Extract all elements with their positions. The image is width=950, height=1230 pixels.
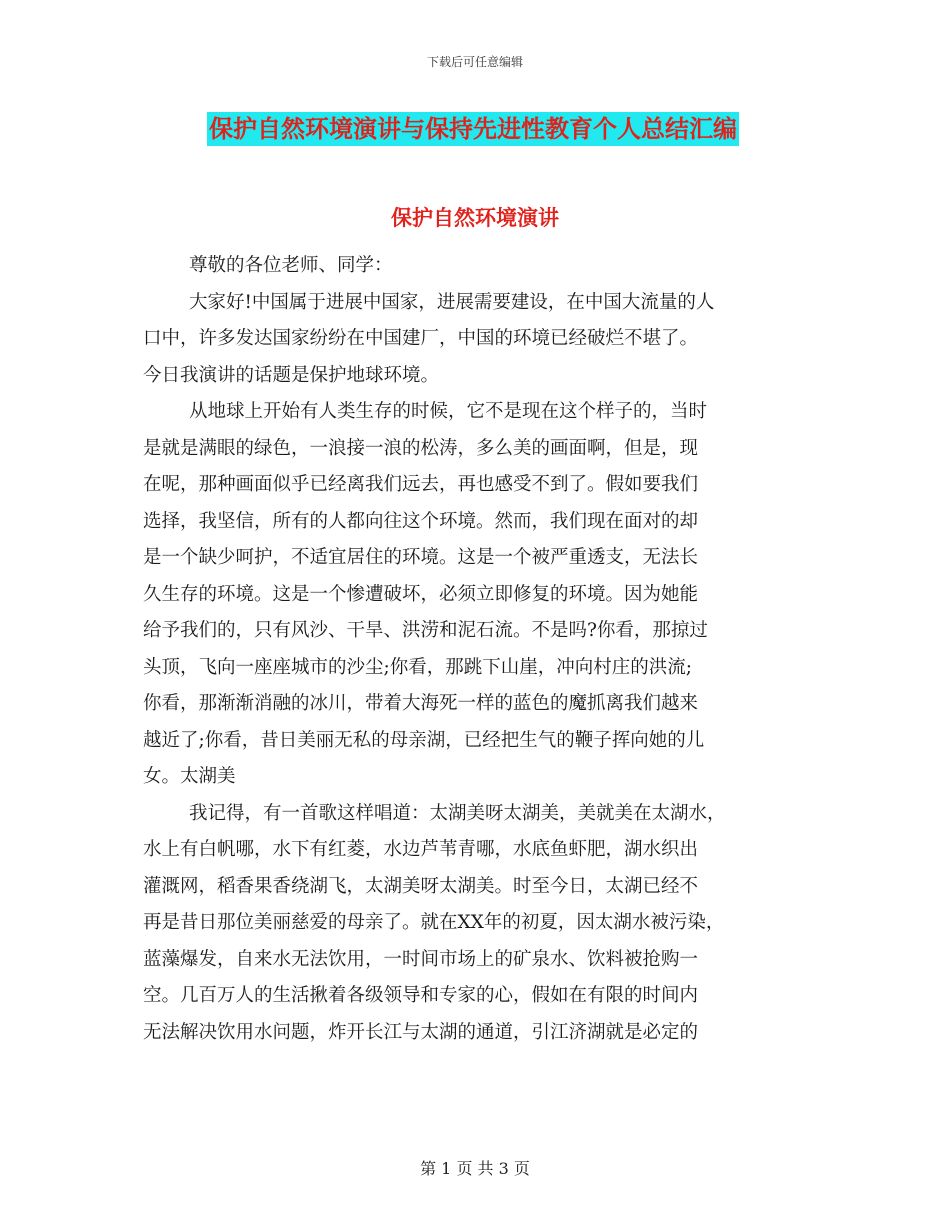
text-line: 尊敬的各位老师、同学： [189, 255, 393, 276]
document-title: 保护自然环境演讲与保持先进性教育个人总结汇编 [207, 112, 739, 146]
speech-title: 保护自然环境演讲 [391, 206, 559, 230]
text-line: 灌溉网，稻香果香绕湖飞，太湖美呀太湖美。时至今日，太湖已经不 [143, 875, 699, 897]
text-line: 是就是满眼的绿色，一浪接一浪的松涛，多么美的画面啊，但是，现 [143, 437, 699, 459]
text-line: 女。太湖美 [143, 766, 236, 787]
text-line: 是一个缺少呵护，不适宜居住的环境。这是一个被严重透支，无法长 [143, 547, 699, 568]
text-line: 给予我们的，只有风沙、干旱、洪涝和泥石流。不是吗?你看，那掠过 [143, 620, 708, 641]
text-line: 你看，那渐渐消融的冰川，带着大海死一样的蓝色的魔抓离我们越来 [143, 693, 699, 714]
text-line: 再是昔日那位美丽慈爱的母亲了。就在XX年的初夏，因太湖水被污染， [143, 912, 725, 933]
text-line: 在呢，那种画面似乎已经离我们远去，再也感受不到了。假如要我们 [143, 474, 699, 495]
text-line: 久生存的环境。这是一个惨遭破坏，必须立即修复的环境。因为她能 [143, 583, 699, 605]
text-line: 头顶，飞向一座座城市的沙尘;你看，那跳下山崖，冲向村庄的洪流; [143, 656, 692, 678]
text-line: 无法解决饮用水问题，炸开长江与太湖的通道，引江济湖就是必定的 [143, 1021, 699, 1043]
text-line: 蓝藻爆发，自来水无法饮用，一时间市场上的矿泉水、饮料被抢购一 [143, 948, 699, 970]
page-header: 下载后可任意编辑 [426, 55, 523, 69]
text-line: 水上有白帆哪，水下有红菱，水边芦苇青哪，水底鱼虾肥，湖水织出 [143, 839, 699, 860]
page-footer: 第 1 页 共 3 页 [420, 1159, 530, 1178]
text-line: 今日我演讲的话题是保护地球环境。 [143, 364, 440, 386]
text-line: 我记得，有一首歌这样唱道：太湖美呀太湖美，美就美在太湖水， [189, 802, 726, 824]
speech-body [143, 248, 813, 1051]
text-line: 越近了;你看，昔日美丽无私的母亲湖，已经把生气的鞭子挥向她的儿 [143, 729, 705, 751]
text-line: 选择，我坚信，所有的人都向往这个环境。然而，我们现在面对的却 [143, 510, 699, 532]
text-line: 空。几百万人的生活揪着各级领导和专家的心，假如在有限的时间内 [143, 985, 699, 1006]
text-line: 口中，许多发达国家纷纷在中国建厂，中国的环境已经破烂不堪了。 [143, 328, 699, 349]
text-line: 从地球上开始有人类生存的时候，它不是现在这个样子的，当时 [189, 401, 708, 422]
text-line: 大家好!中国属于进展中国家，进展需要建设，在中国大流量的人 [189, 291, 715, 313]
